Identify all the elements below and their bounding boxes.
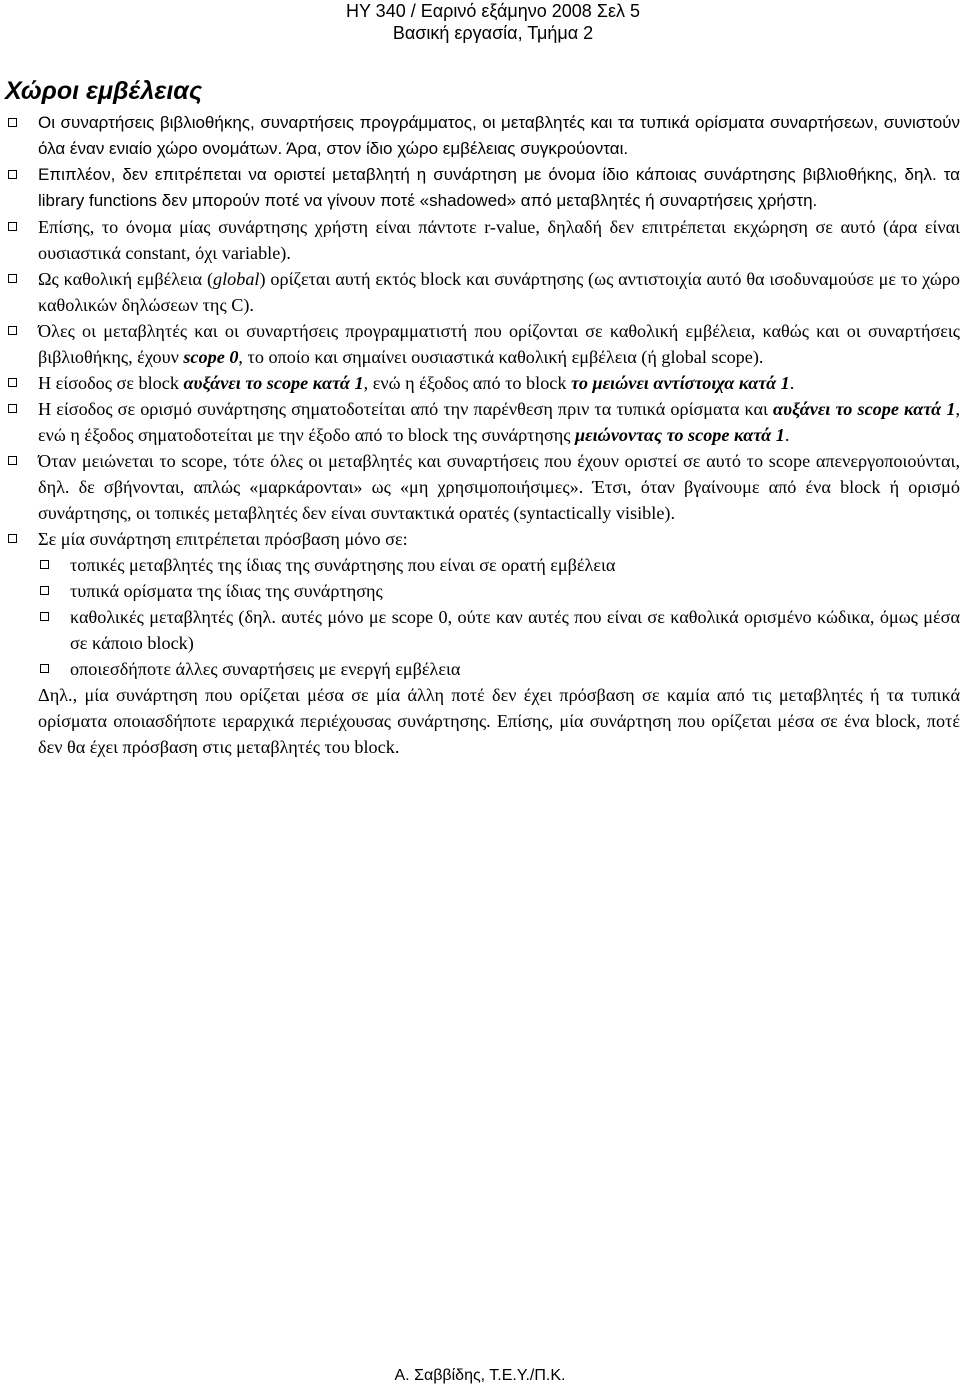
checkbox-bullet-icon bbox=[8, 534, 17, 543]
checkbox-bullet-icon bbox=[40, 664, 49, 673]
checkbox-bullet-icon bbox=[8, 170, 17, 179]
checkbox-bullet-icon bbox=[8, 274, 17, 283]
item-text-part: , το οποίο και σημαίνει ουσιαστικά καθολική εμβέλεια (ή global scope). bbox=[238, 347, 764, 367]
item-text-part: Όλες οι μεταβλητές και οι συναρτήσεις προγραμματιστή που ορίζονται σε καθολική εμβέλεια, καθώς και οι συναρτήσεις βιβλιοθήκης, έχουν bbox=[38, 321, 960, 367]
list-item bbox=[8, 396, 960, 448]
section-title: Χώροι εμβέλειας bbox=[5, 77, 203, 105]
item-text: τυπικά ορίσματα της ίδιας της συνάρτησης bbox=[70, 581, 383, 601]
item-emphasis: global bbox=[213, 269, 260, 289]
sub-list-item bbox=[8, 604, 960, 656]
checkbox-bullet-icon bbox=[8, 404, 17, 413]
list-item bbox=[8, 214, 960, 266]
closing-paragraph: Δηλ., μία συνάρτηση που ορίζεται μέσα σε μία άλλη ποτέ δεν έχει πρόσβαση σε καμία από τις μεταβλητές ή τα τυπικά ορίσματα οποιασδήποτε ιεραρχικά περιέχουσας συνάρτησης. Επίσης, μία συνάρτηση που ορίζεται μέσα σε ένα block, ποτέ δεν θα έχει πρόσβαση στις μεταβλητές του block. bbox=[38, 685, 960, 757]
item-text-part: Ως καθολική εμβέλεια ( bbox=[38, 269, 213, 289]
list-item bbox=[8, 110, 960, 162]
checkbox-bullet-icon bbox=[8, 378, 17, 387]
item-text-part: Η είσοδος σε block bbox=[38, 373, 184, 393]
list-item bbox=[8, 162, 960, 214]
item-emphasis: αυξάνει το scope κατά 1 bbox=[183, 373, 364, 393]
checkbox-bullet-icon bbox=[40, 612, 49, 621]
checkbox-bullet-icon bbox=[8, 222, 17, 231]
list-item bbox=[8, 370, 960, 396]
item-text-part: . bbox=[789, 373, 795, 393]
item-text: τοπικές μεταβλητές της ίδιας της συνάρτησης που είναι σε ορατή εμβέλεια bbox=[70, 555, 616, 575]
item-text-part: . bbox=[784, 425, 790, 445]
item-text: Όταν μειώνεται το scope, τότε όλες οι μεταβλητές και συναρτήσεις που έχουν οριστεί σε αυτό το scope απενεργοποιούνται, δηλ. δε σβήνονται, απλώς «μαρκάρονται» ως «μη χρησιμοποιήσιμες». Έτσι, όταν βγαίνουμε από ένα block ή ορισμό συνάρτησης, οι τοπικές μεταβλητές δεν είναι συντακτικά ορατές (syntactically visible). bbox=[38, 451, 960, 523]
item-emphasis: scope 0 bbox=[183, 347, 239, 367]
item-emphasis: αυξάνει το scope κατά 1 bbox=[773, 399, 956, 419]
list-item bbox=[8, 266, 960, 318]
list-item bbox=[8, 318, 960, 370]
header-course: ΗΥ 340 / Εαρινό εξάμηνο 2008 Σελ 5 bbox=[346, 1, 640, 21]
item-text: Σε μία συνάρτηση επιτρέπεται πρόσβαση μόνο σε: bbox=[38, 529, 408, 549]
item-emphasis: το μειώνει αντίστοιχα κατά 1 bbox=[571, 373, 790, 393]
item-text: Επιπλέον, δεν επιτρέπεται να οριστεί μεταβλητή η συνάρτηση με όνομα ίδιο κάποιας συνάρτησης βιβλιοθήκης, δηλ. τα library functions δεν μπορούν ποτέ να γίνουν ποτέ «shadowed» από μεταβλητές ή συναρτήσεις χρήστη. bbox=[38, 165, 960, 210]
checkbox-bullet-icon bbox=[8, 326, 17, 335]
page-footer: Α. Σαββίδης, Τ.Ε.Υ./Π.Κ. bbox=[394, 1367, 566, 1384]
item-text: καθολικές μεταβλητές (δηλ. αυτές μόνο με scope 0, ούτε καν αυτές που είναι σε καθολικά ορισμένο κώδικα, όμως μέσα σε κάποιο block) bbox=[70, 607, 960, 653]
checkbox-bullet-icon bbox=[8, 456, 17, 465]
item-text: Επίσης, το όνομα μίας συνάρτησης χρήστη είναι πάντοτε r-value, δηλαδή δεν επιτρέπεται εκχώρηση σε αυτό (άρα είναι ουσιαστικά constant, όχι variable). bbox=[38, 217, 960, 263]
item-text-part: , ενώ η έξοδος από το block bbox=[363, 373, 572, 393]
item-text-part: , ενώ η έξοδος σηματοδοτείται με την έξοδο από το block της συνάρτησης bbox=[38, 399, 960, 445]
page-header bbox=[346, 0, 640, 44]
item-text-part: Η είσοδος σε ορισμό συνάρτησης σηματοδοτείται από την παρένθεση πριν τα τυπικά ορίσματα και bbox=[38, 399, 774, 419]
checkbox-bullet-icon bbox=[8, 118, 17, 127]
sub-list-item bbox=[8, 656, 960, 682]
list-item bbox=[8, 526, 960, 552]
document-body bbox=[8, 110, 960, 760]
sub-list-item bbox=[8, 578, 960, 604]
item-text-part: ) ορίζεται αυτή εκτός block και συνάρτησης (ως αντιστοιχία αυτό θα ισοδυναμούσε με το χώρο καθολικών δηλώσεων της C). bbox=[38, 269, 960, 315]
checkbox-bullet-icon bbox=[40, 560, 49, 569]
sub-list-item bbox=[8, 552, 960, 578]
item-text: Οι συναρτήσεις βιβλιοθήκης, συναρτήσεις προγράμματος, οι μεταβλητές και τα τυπικά ορίσματα συναρτήσεων, συνιστούν όλα έναν ενιαίο χώρο ονομάτων. Άρα, στον ίδιο χώρο εμβέλειας συγκρούονται. bbox=[38, 113, 960, 158]
header-assignment: Βασική εργασία, Τμήμα 2 bbox=[392, 23, 594, 43]
checkbox-bullet-icon bbox=[40, 586, 49, 595]
item-emphasis: μειώνοντας το scope κατά 1 bbox=[575, 425, 785, 445]
list-item bbox=[8, 448, 960, 526]
item-text: οποιεσδήποτε άλλες συναρτήσεις με ενεργή εμβέλεια bbox=[70, 659, 461, 679]
